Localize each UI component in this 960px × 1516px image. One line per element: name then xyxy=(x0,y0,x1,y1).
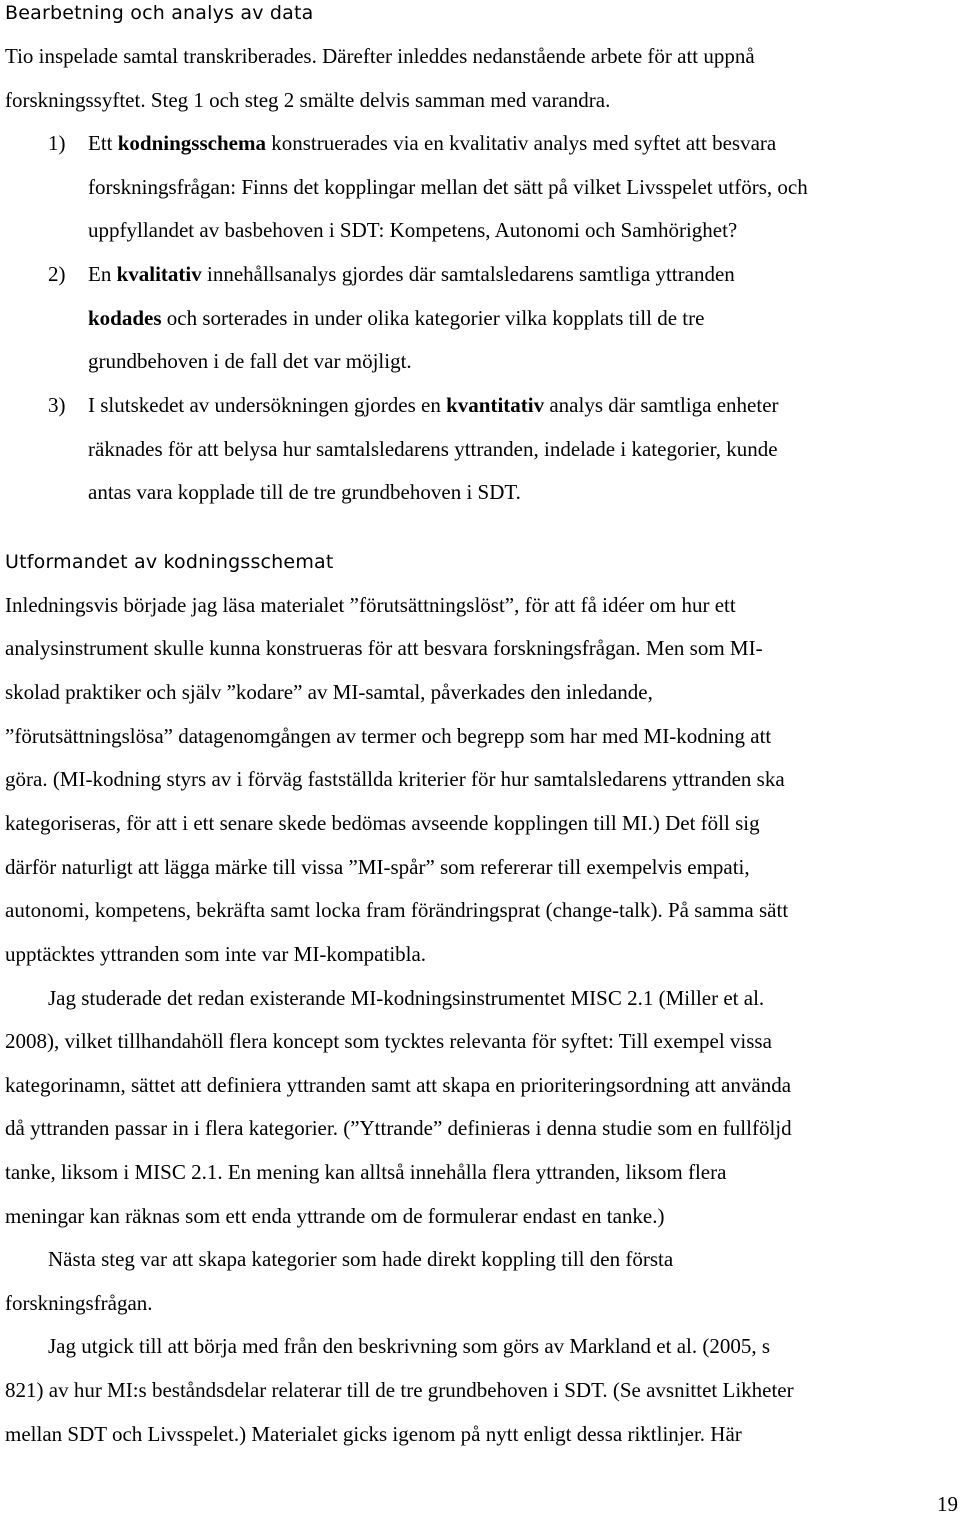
list-item-1-line-1: Ett kodningsschema konstruerades via en kvalitativ analys med syftet att besvara xyxy=(88,131,777,155)
term-kvantitativ: kvantitativ xyxy=(446,393,545,417)
body-line-5: göra. (MI-kodning styrs av i förväg fastställda kriterier för hur samtalsledarens yttranden ska xyxy=(5,767,785,791)
section-heading-utformandet: Utformandet av kodningsschemat xyxy=(5,551,334,573)
list-number-1: 1) xyxy=(48,131,66,155)
body-line-11: 2008), vilket tillhandahöll flera koncept som tycktes relevanta för syftet: Till exempel vissa xyxy=(5,1029,772,1053)
list-item-2-line-1: En kvalitativ innehållsanalys gjordes där samtalsledarens samtliga yttranden xyxy=(88,262,735,286)
body-line-15: meningar kan räknas som ett enda yttrande om de formulerar endast en tanke.) xyxy=(5,1204,665,1228)
list-item-2-line-2: kodades och sorterades in under olika kategorier vilka kopplats till de tre xyxy=(88,306,705,330)
term-kodades: kodades xyxy=(88,306,162,330)
intro-line-1: Tio inspelade samtal transkriberades. Därefter inleddes nedanstående arbete för att uppnå xyxy=(5,44,755,68)
body-line-8: autonomi, kompetens, bekräfta samt locka fram förändringsprat (change-talk). På samma sätt xyxy=(5,898,789,922)
body-line-18: Jag utgick till att börja med från den beskrivning som görs av Markland et al. (2005, s xyxy=(48,1334,771,1358)
intro-line-2: forskningssyftet. Steg 1 och steg 2 smälte delvis samman med varandra. xyxy=(5,88,611,112)
list-item-3-line-3: antas vara kopplade till de tre grundbehoven i SDT. xyxy=(88,480,521,504)
body-line-13: då yttranden passar in i flera kategorier. (”Yttrande” definieras i denna studie som en fullföljd xyxy=(5,1116,792,1140)
list-item-1-line-3: uppfyllandet av basbehoven i SDT: Kompetens, Autonomi och Samhörighet? xyxy=(88,218,738,242)
list-item-2-line-3: grundbehoven i de fall det var möjligt. xyxy=(88,349,412,373)
body-line-6: kategoriseras, för att i ett senare skede bedömas avseende kopplingen till MI.) Det föll sig xyxy=(5,811,760,835)
term-kodningsschema: kodningsschema xyxy=(117,131,266,155)
body-line-4: ”förutsättningslösa” datagenomgången av termer och begrepp som har med MI-kodning att xyxy=(5,724,772,748)
list-item-1-line-2: forskningsfrågan: Finns det kopplingar mellan det sätt på vilket Livsspelet utförs, och xyxy=(88,175,808,199)
body-line-19: 821) av hur MI:s beståndsdelar relaterar till de tre grundbehoven i SDT. (Se avsnittet Likheter xyxy=(5,1378,794,1402)
body-line-3: skolad praktiker och själv ”kodare” av MI-samtal, påverkades den inledande, xyxy=(5,680,653,704)
body-line-1: Inledningsvis började jag läsa materialet ”förutsättningslöst”, för att få idéer om hur ett xyxy=(5,593,736,617)
body-line-20: mellan SDT och Livsspelet.) Materialet gicks igenom på nytt enligt dessa riktlinjer. Här xyxy=(5,1422,742,1446)
list-number-2: 2) xyxy=(48,262,66,286)
section-heading-bearbetning: Bearbetning och analys av data xyxy=(5,2,314,24)
body-line-9: upptäcktes yttranden som inte var MI-kompatibla. xyxy=(5,942,427,966)
body-line-16: Nästa steg var att skapa kategorier som hade direkt koppling till den första xyxy=(48,1247,674,1271)
body-line-12: kategorinamn, sättet att definiera yttranden samt att skapa en prioriteringsordning att använda xyxy=(5,1073,792,1097)
list-number-3: 3) xyxy=(48,393,66,417)
body-line-10: Jag studerade det redan existerande MI-kodningsinstrumentet MISC 2.1 (Miller et al. xyxy=(48,986,765,1010)
page-number: 19 xyxy=(937,1492,958,1516)
list-item-3-line-2: räknades för att belysa hur samtalsledarens yttranden, indelade i kategorier, kunde xyxy=(88,437,778,461)
body-line-17: forskningsfrågan. xyxy=(5,1291,153,1315)
body-line-2: analysinstrument skulle kunna konstrueras för att besvara forskningsfrågan. Men som MI- xyxy=(5,636,763,660)
term-kvalitativ: kvalitativ xyxy=(116,262,202,286)
body-line-14: tanke, liksom i MISC 2.1. En mening kan alltså innehålla flera yttranden, liksom flera xyxy=(5,1160,727,1184)
body-line-7: därför naturligt att lägga märke till vissa ”MI-spår” som refererar till exempelvis empati, xyxy=(5,855,750,879)
list-item-3-line-1: I slutskedet av undersökningen gjordes en kvantitativ analys där samtliga enheter xyxy=(88,393,779,417)
